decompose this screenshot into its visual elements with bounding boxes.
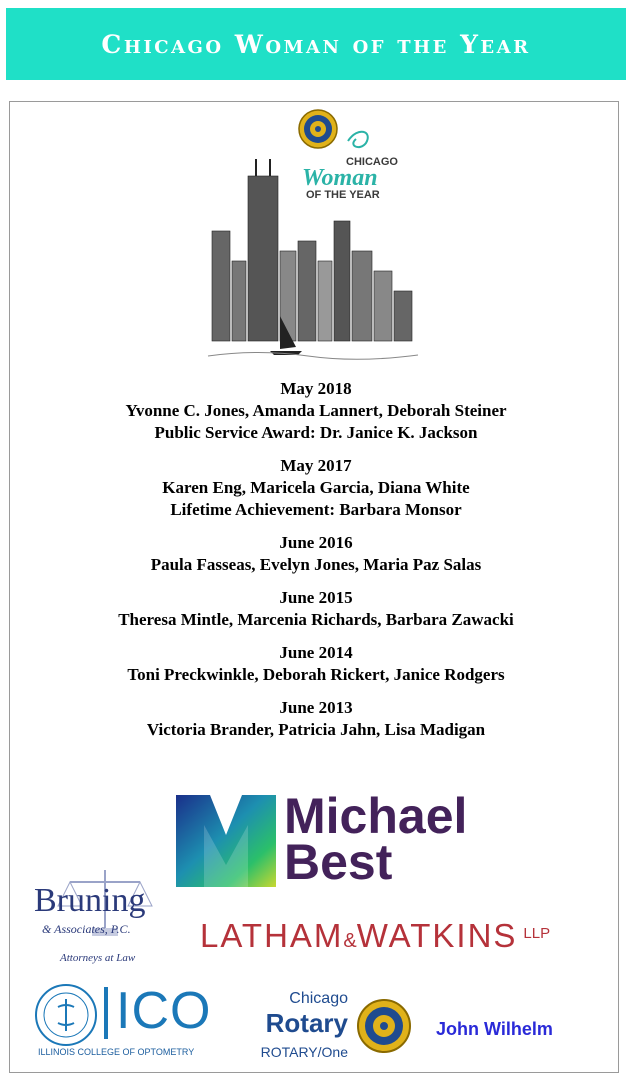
bruning-tagline: Attorneys at Law (60, 952, 136, 964)
latham-llp: LLP (523, 925, 551, 942)
rotary-line-3: ROTARY/One (260, 1044, 348, 1060)
logo-line-2: Woman (302, 165, 378, 191)
latham-left: LATHAM (200, 917, 344, 954)
sponsor-michael-best[interactable] (176, 788, 486, 891)
logo-line-3: OF THE YEAR (306, 189, 380, 201)
honorees-line: Public Service Award: Dr. Janice K. Jackson (154, 423, 478, 442)
year-block-2013 (20, 697, 612, 741)
sponsor-ico[interactable] (34, 982, 212, 1059)
ico-name: ILLINOIS COLLEGE OF OPTOMETRY (38, 1047, 195, 1057)
winners-list (20, 378, 612, 752)
bruning-sub: & Associates, P.C. (42, 922, 131, 936)
year-date: June 2016 (279, 533, 353, 552)
sponsor-john-wilhelm[interactable]: John Wilhelm (436, 1019, 553, 1039)
latham-right: WATKINS (356, 917, 518, 954)
year-block-2015 (20, 587, 612, 631)
year-date: June 2014 (279, 643, 353, 662)
honorees-line: Toni Preckwinkle, Deborah Rickert, Janice Rodgers (127, 665, 505, 684)
ico-abbr: ICO (116, 982, 212, 1040)
year-block-2017 (20, 455, 612, 521)
honorees-line: Victoria Brander, Patricia Jahn, Lisa Madigan (146, 720, 486, 739)
honorees-line: Lifetime Achievement: Barbara Monsor (170, 500, 462, 519)
page-title: Chicago Woman of the Year (101, 29, 531, 59)
title-banner (6, 8, 626, 80)
honorees-line: Paula Fasseas, Evelyn Jones, Maria Paz Salas (150, 555, 482, 574)
sponsor-latham-watkins[interactable] (200, 917, 620, 957)
honorees-line: Theresa Mintle, Marcenia Richards, Barbara Zawacki (118, 610, 514, 629)
latham-amp: & (343, 930, 357, 952)
logo-line-1: CHICAGO (346, 156, 398, 168)
rotary-seal-icon (299, 110, 337, 148)
bruning-name: Bruning (34, 882, 146, 919)
sponsor-bruning[interactable] (30, 868, 180, 968)
michael-best-m-icon (176, 795, 276, 887)
year-block-2016 (20, 532, 612, 576)
ico-divider (104, 987, 108, 1039)
skyline-illustration (198, 101, 426, 377)
rotary-line-1: Chicago (289, 990, 348, 1007)
year-block-2014 (20, 642, 612, 686)
ico-seal-icon (34, 983, 98, 1047)
michael-best-wordmark (284, 788, 468, 890)
year-date: May 2017 (280, 456, 352, 475)
year-date: June 2015 (279, 588, 353, 607)
michael-best-line-1: Michael (284, 788, 468, 844)
michael-best-line-2: Best (284, 834, 393, 890)
year-date: June 2013 (279, 698, 353, 717)
rotary-wheel-icon (356, 998, 412, 1054)
year-block-2018 (20, 378, 612, 444)
sponsor-chicago-rotary[interactable] (236, 990, 416, 1066)
honorees-line: Karen Eng, Maricela Garcia, Diana White (162, 478, 470, 497)
rotary-line-2: Rotary (265, 1008, 348, 1038)
honorees-line: Yvonne C. Jones, Amanda Lannert, Deborah Steiner (125, 401, 507, 420)
year-date: May 2018 (280, 379, 352, 398)
